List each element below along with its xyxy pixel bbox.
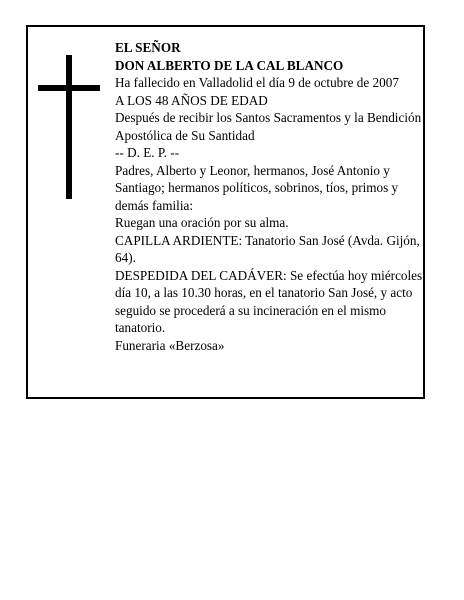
latin-cross-icon [38, 55, 100, 199]
death-statement: Ha fallecido en Valladolid el día 9 de octubre de 2007 [115, 75, 399, 90]
prayer-request: Ruegan una oración por su alma. [115, 215, 289, 230]
family-statement: Padres, Alberto y Leonor, hermanos, José Antonio y Santiago; hermanos políticos, sobrinos, tíos, primos y demás familia: [115, 162, 399, 213]
chapel-info: CAPILLA ARDIENTE: Tanatorio San José (Avda. Gijón, 64). [115, 232, 420, 265]
age-statement: A LOS 48 AÑOS DE EDAD [115, 92, 268, 108]
notice-title: EL SEÑOR [115, 40, 181, 55]
cross-horizontal-bar [38, 85, 100, 91]
obituary-text [115, 39, 425, 354]
funeral-home: Funeraria «Berzosa» [115, 337, 225, 353]
obituary-notice [26, 25, 425, 399]
rip-line: -- D. E. P. -- [115, 145, 180, 160]
deceased-name: DON ALBERTO DE LA CAL BLANCO [115, 57, 344, 73]
cross-vertical-bar [66, 55, 72, 199]
farewell-info: DESPEDIDA DEL CADÁVER: Se efectúa hoy miércoles día 10, a las 10.30 horas, en el tanatorio San José, y acto seguido se procederá a su incineración en el mismo tanatorio. [115, 267, 423, 335]
sacraments-statement: Después de recibir los Santos Sacramentos y la Bendición Apostólica de Su Santidad [115, 110, 422, 143]
